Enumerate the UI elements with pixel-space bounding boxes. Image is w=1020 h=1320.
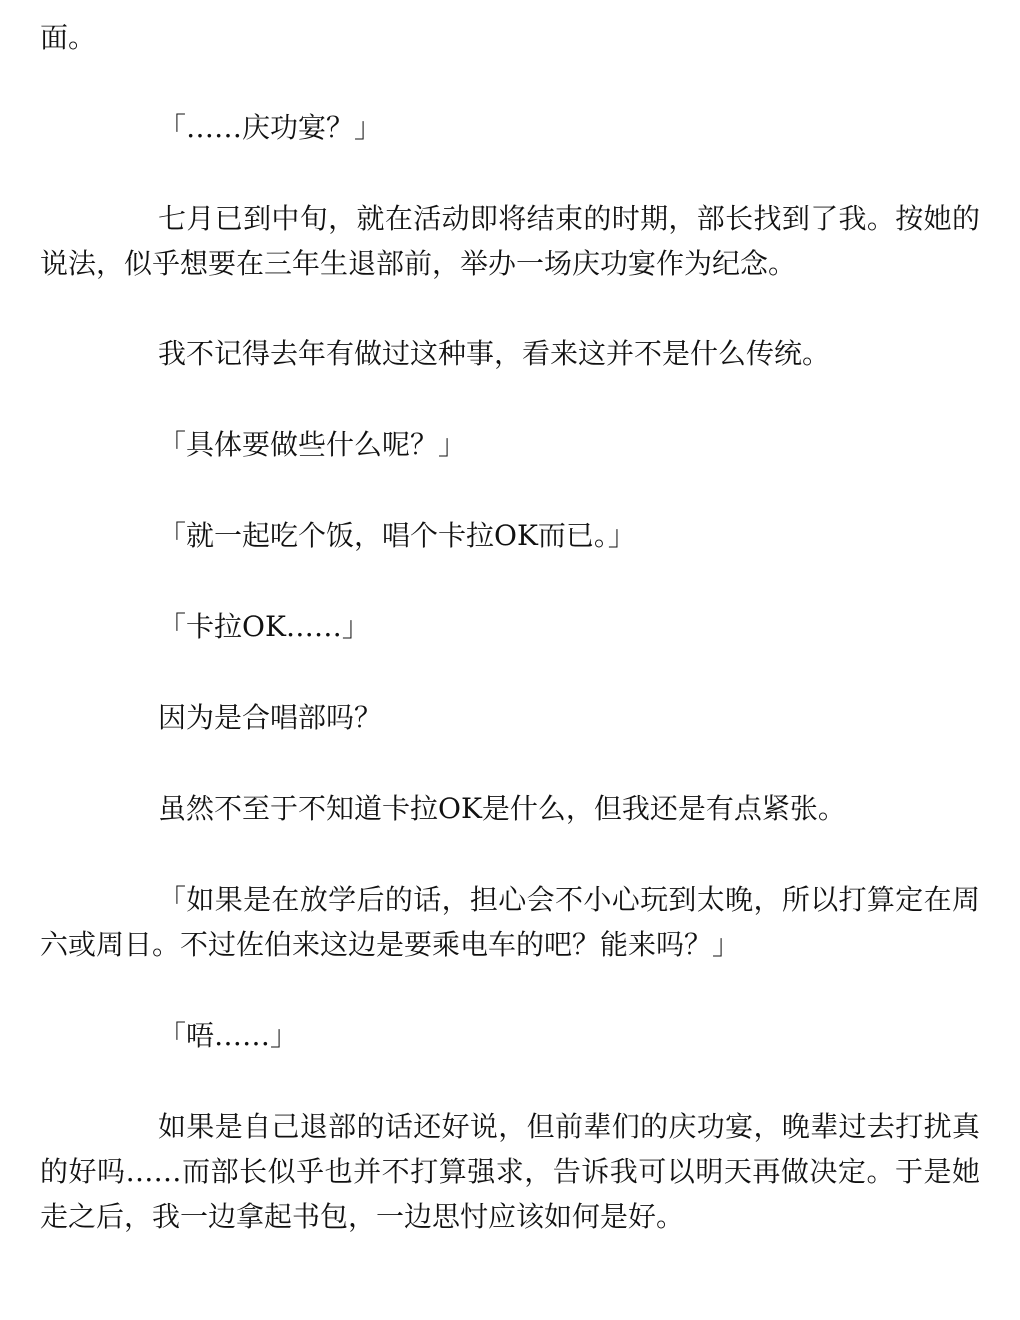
paragraph-10: 「如果是在放学后的话，担心会不小心玩到太晚，所以打算定在周六或周日。不过佐伯来这边是要乘电车的吧？能来吗？」 xyxy=(40,883,980,961)
paragraph-11: 「唔……」 xyxy=(158,1019,299,1052)
paragraph-2: 「……庆功宴？」 xyxy=(158,111,383,144)
paragraph-9: 虽然不至于不知道卡拉OK是什么，但我还是有点紧张。 xyxy=(158,792,846,825)
paragraph-4: 我不记得去年有做过这种事，看来这并不是什么传统。 xyxy=(158,337,831,370)
paragraph-3: 七月已到中旬，就在活动即将结束的时期，部长找到了我。按她的说法，似乎想要在三年生退部前，举办一场庆功宴作为纪念。 xyxy=(40,202,980,280)
paragraph-7: 「卡拉OK……」 xyxy=(158,610,370,643)
paragraph-8: 因为是合唱部吗？ xyxy=(158,701,383,734)
paragraph-1: 面。 xyxy=(40,21,97,54)
paragraph-6: 「就一起吃个饭，唱个卡拉OK而已。」 xyxy=(158,519,636,552)
paragraph-5: 「具体要做些什么呢？」 xyxy=(158,428,467,461)
paragraph-12: 如果是自己退部的话还好说，但前辈们的庆功宴，晚辈过去打扰真的好吗……而部长似乎也并不打算强求，告诉我可以明天再做决定。于是她走之后，我一边拿起书包，一边思忖应该如何是好。 xyxy=(40,1110,980,1233)
